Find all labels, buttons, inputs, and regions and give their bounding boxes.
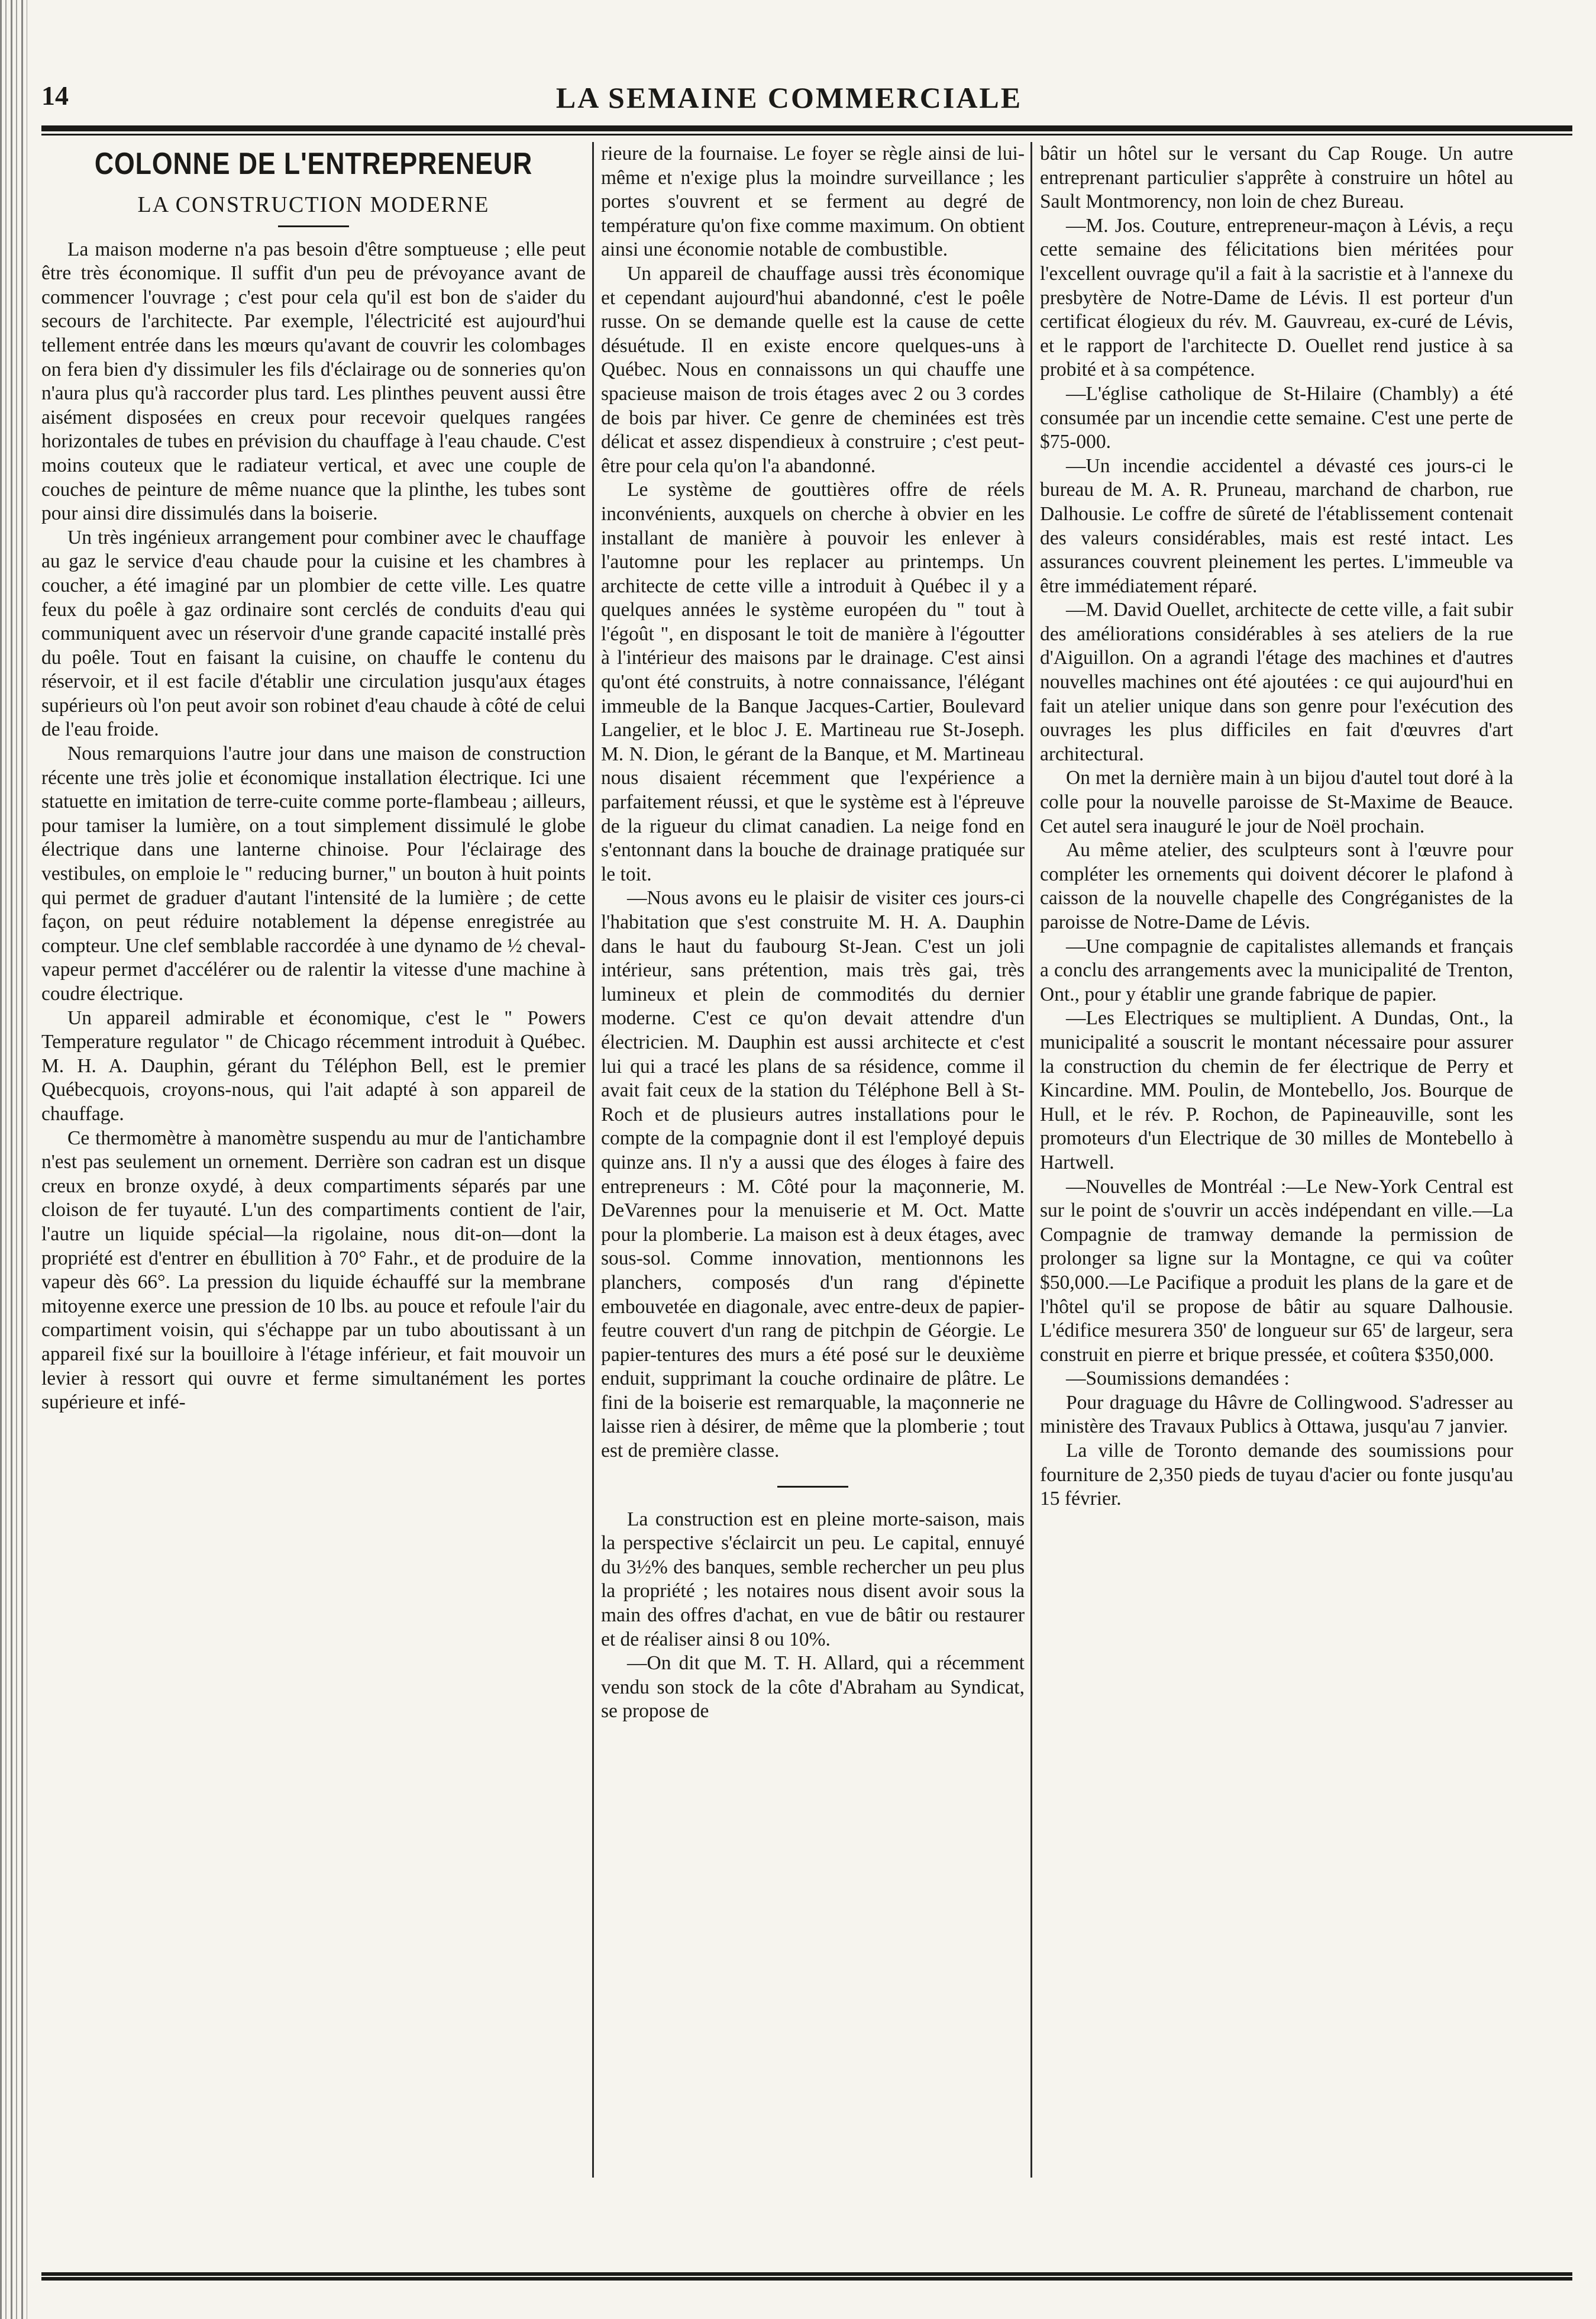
paragraph: Au même atelier, des sculpteurs sont à l'œuvre pour compléter les ornements qui doivent décorer le plafond à caisson de la nouvelle chapelle des Congréganistes de la paroisse de Notre-Dame de Lévis. [1040,839,1513,933]
page-header [41,80,1537,115]
paragraph: rieure de la fournaise. Le foyer se règle ainsi de lui-même et n'exige plus la moindre surveillance ; les portes s'ouvrent et se ferment au degré de température qu'on fixe comme maximum. On obtient ainsi une économie notable de combustible. [601,143,1025,261]
header-rule-thin [41,134,1572,136]
paragraph: Le système de gouttières offre de réels inconvénients, auxquels on cherche à obvier en les installant de manière à pouvoir les enlever à l'automne pour les replacer au printemps. Un architecte de cette ville a introduit à Québec il y a quelques années le système européen du " tout à l'égoût ", en disposant le toit de manière à l'égoutter à l'intérieur des maisons par le drainage. C'est ainsi qu'ont été construits, à notre connaissance, l'élégant immeuble de la Banque Jacques-Cartier, Boulevard Langelier, et le bloc J. E. Martineau rue St-Joseph. M. N. Dion, le gérant de la Banque, et M. Martineau nous disaient récemment que l'expérience a parfaitement réussi, et que le système est à l'épreuve de la rigueur du climat canadien. La neige fond en s'entonnant dans la bouche de drainage pratiquée sur le toit. [601,479,1025,885]
column-2 [601,142,1025,2178]
section-title: COLONNE DE L'ENTREPRENEUR [94,147,533,181]
paragraph: Un appareil de chauffage aussi très économique et cependant aujourd'hui abandonné, c'est le poêle russe. On se demande quelle est la cause de cette désuétude. Il en existe encore quelques-uns à Québec. Nous en connaissons un qui chauffe une spacieuse maison de trois étages avec 2 ou 3 cordes de bois par hiver. Ce genre de cheminées est très délicat et assez dispendieux à construire ; c'est peut-être pour cela qu'on l'a abandonné. [601,262,1025,477]
paragraph: —L'église catholique de St-Hilaire (Chambly) a été consumée par un incendie cette semaine. C'est une perte de $75-000. [1040,382,1513,453]
paragraph: Un très ingénieux arrangement pour combiner avec le chauffage au gaz le service d'eau chaude pour la cuisine et les chambres à coucher, a été imaginé par un plombier de cette ville. Les quatre feux du poêle à gaz ordinaire sont cerclés de conduits d'eau qui communiquent avec un réservoir d'une grande capacité installé près du poêle. Tout en faisant la cuisine, on chauffe le contenu du réservoir, et il est facile d'établir une circulation jusqu'aux étages supérieurs où l'on peut avoir son robinet d'eau chaude à côté de celui de l'eau froide. [41,526,586,741]
section-subtitle: LA CONSTRUCTION MODERNE [137,192,490,217]
paragraph: —M. Jos. Couture, entrepreneur-maçon à Lévis, a reçu cette semaine des félicitations bien méritées pour l'excellent ouvrage qu'il a fait à la sacristie et à l'annexe du presbytère de Notre-Dame de Lévis. Il est porteur d'un certificat élogieux du rév. M. Gauvreau, ex-curé de Lévis, et le rapport de l'architecte D. Ouellet rend justice à sa probité et à sa compétence. [1040,214,1513,381]
paragraph: —Un incendie accidentel a dévasté ces jours-ci le bureau de M. A. R. Pruneau, marchand de charbon, rue Dalhousie. Le coffre de sûreté de l'établissement contenait des valeurs considérables, mais est resté intact. Les assurances couvrent pleinement les pertes. L'immeuble va être immédiatement réparé. [1040,454,1513,597]
paragraph: Un appareil admirable et économique, c'est le " Powers Temperature regulator " de Chicago récemment introduit à Québec. M. H. A. Dauphin, gérant du Téléphon Bell, est le premier Québecquois, croyons-nous, qui l'ait adapté à son appareil de chauffage. [41,1007,586,1125]
paragraph: La ville de Toronto demande des soumissions pour fourniture de 2,350 pieds de tuyau d'acier ou fonte jusqu'au 15 février. [1040,1440,1513,1510]
paragraph: —Nouvelles de Montréal :—Le New-York Central est sur le point de s'ouvrir un accès indépendant en ville.—La Compagnie de tramway demande la permission de prolonger sa ligne sur la Montagne, ce qui va coûter $50,000.—Le Pacifique a produit les plans de la gare et de l'hôtel qu'il se propose de bâtir au square Dalhousie. L'édifice mesurera 350' de longueur sur 65' de largeur, sera construit en pierre et brique pressée, et coûtera $350,000. [1040,1175,1513,1366]
paragraph: On met la dernière main à un bijou d'autel tout doré à la colle pour la nouvelle paroisse de St-Maxime de Beauce. Cet autel sera inauguré le jour de Noël prochain. [1040,767,1513,837]
running-title: LA SEMAINE COMMERCIALE [555,81,1023,114]
paragraph: bâtir un hôtel sur le versant du Cap Rouge. Un autre entreprenant particulier s'apprête à construire un hôtel au Sault Montmorency, non loin de chez Bureau. [1040,143,1513,213]
paragraph: —M. David Ouellet, architecte de cette ville, a fait subir des améliorations considérables à ses ateliers de la rue d'Aiguillon. On a agrandi l'étage des machines et d'autres nouvelles machines ont été ajoutées : ce qui aujourd'hui en fait un atelier unique dans son genre pour l'exécution des ouvrages les plus difficiles en fait d'œuvres d'art architectural. [1040,599,1513,765]
paragraph: La construction est en pleine morte-saison, mais la perspective s'éclaircit un peu. Le capital, ennuyé du 3½% des banques, semble rechercher un peu plus la propriété ; les notaires nous disent avoir sous la main des offres d'achat, en vue de bâtir ou restaurer et de réaliser ainsi 8 ou 10%. [601,1508,1025,1650]
paragraph: Nous remarquions l'autre jour dans une maison de construction récente une très jolie et économique installation électrique. Ici une statuette en imitation de terre-cuite comme porte-flambeau ; ailleurs, pour tamiser la lumière, on a tout simplement dissimulé le globe électrique dans une lanterne chinoise. Pour l'éclairage des vestibules, on emploie le " reducing burner," un bouton à huit points qui permet de graduer d'autant l'intensité de la lumière ; de cette façon, on peut réduire notablement la dépense enregistrée au compteur. Une clef semblable raccordée à une dynamo de ½ cheval-vapeur permet d'accélérer ou de ralentir la vitesse d'une machine à coudre électrique. [41,743,586,1005]
paragraph: —On dit que M. T. H. Allard, qui a récemment vendu son stock de la côte d'Abraham au Syndicat, se propose de [601,1652,1025,1723]
paragraph: —Soumissions demandées : [1066,1367,1290,1390]
section-divider [777,1486,848,1488]
column-separator [1030,142,1032,2178]
page-number: 14 [41,80,69,111]
paragraph: —Une compagnie de capitalistes allemands et français a conclu des arrangements avec la municipalité de Trenton, Ont., pour y établir une grande fabrique de papier. [1040,935,1513,1005]
column-separator [592,142,594,2178]
paragraph: La maison moderne n'a pas besoin d'être somptueuse ; elle peut être très économique. Il suffit d'un peu de prévoyance avant de commencer l'ouvrage ; c'est pour cela qu'il est bon de s'aider du secours de l'architecte. Par exemple, l'électricité est aujourd'hui tellement entrée dans les mœurs qu'avant de couvrir les colombages on fera bien d'y dissimuler les fils d'éclairage ou de sonneries qu'on n'aura plus qu'à raccorder plus tard. Les plinthes peuvent aussi être aisément disposées en creux pour recevoir quelques rangées horizontales de tubes en prévision du chauffage à l'eau chaude. C'est moins couteux que le radiateur vertical, et avec une couple de couches de peinture de même nuance que la plinthe, les tubes sont pour ainsi dire dissimulés dans la boiserie. [41,238,586,525]
column-1 [41,142,586,2178]
paragraph: —Les Electriques se multiplient. A Dundas, Ont., la municipalité a souscrit le montant nécessaire pour assurer la construction du chemin de fer électrique de Perry et Kincardine. MM. Poulin, de Montebello, Jos. Bourque de Hull, et le rév. P. Rochon, de Papineauville, sont les promoteurs d'un Electrique de 30 milles de Montebello à Hartwell. [1040,1007,1513,1173]
header-rule [41,125,1572,131]
title-divider [278,225,349,227]
scan-binding-edge [0,0,27,2319]
column-3 [1040,142,1513,2178]
paragraph: Ce thermomètre à manomètre suspendu au mur de l'antichambre n'est pas seulement un ornement. Derrière son cadran est un disque creux en bronze oxydé, à deux compartiments séparés par une cloison de fer tuyauté. L'un des compartiments contient de l'air, l'autre un liquide spécial—la rigolaine, nous dit-on—dont la propriété est d'entrer en ébullition à 70° Fahr., et de produire de la vapeur dès 66°. La pression du liquide échauffé sur la membrane mitoyenne exerce une pression de 10 lbs. au pouce et refoule l'air du compartiment voisin, qui s'échappe par un tubo aboutissant à un appareil fixé sur la bouilloire à l'étage inférieur, et fait mouvoir un levier à ressort qui ouvre et ferme simultanément les portes supérieure et infé- [41,1127,586,1414]
paragraph: —Nous avons eu le plaisir de visiter ces jours-ci l'habitation que s'est construite M. H. A. Dauphin dans le haut du faubourg St-Jean. C'est un joli intérieur, sans prétention, mais très gai, très lumineux et plein de commodités du dernier moderne. C'est ce qu'on devait attendre d'un électricien. M. Dauphin est aussi architecte et c'est lui qui a tracé les plans de sa résidence, comme il avait fait ceux de la station du Téléphone Bell à St-Roch et de plusieurs autres installations pour le compte de la compagnie dont il est l'employé depuis quinze ans. Il n'y a aussi que des éloges à faire des entrepreneurs : M. Côté pour la maçonnerie, M. DeVarennes pour la menuiserie et M. Oct. Matte pour la plomberie. La maison est à deux étages, avec sous-sol. Comme innovation, mentionnons les planchers, composés d'un rang d'épinette embouvetée en diagonale, avec entre-deux de papier-feutre couvert d'un rang de pitchpin de Géorgie. Le papier-tentures des murs a été posé sur le deuxième enduit, supprimant la couche ordinaire de plâtre. Le fini de la boiserie est remarquable, la maçonnerie ne laisse rien à désirer, de même que la plomberie ; tout est de première classe. [601,887,1025,1462]
footer-rule [41,2272,1572,2281]
paragraph: Pour draguage du Hâvre de Collingwood. S'adresser au ministère des Travaux Publics à Ottawa, jusqu'au 7 janvier. [1040,1391,1513,1438]
